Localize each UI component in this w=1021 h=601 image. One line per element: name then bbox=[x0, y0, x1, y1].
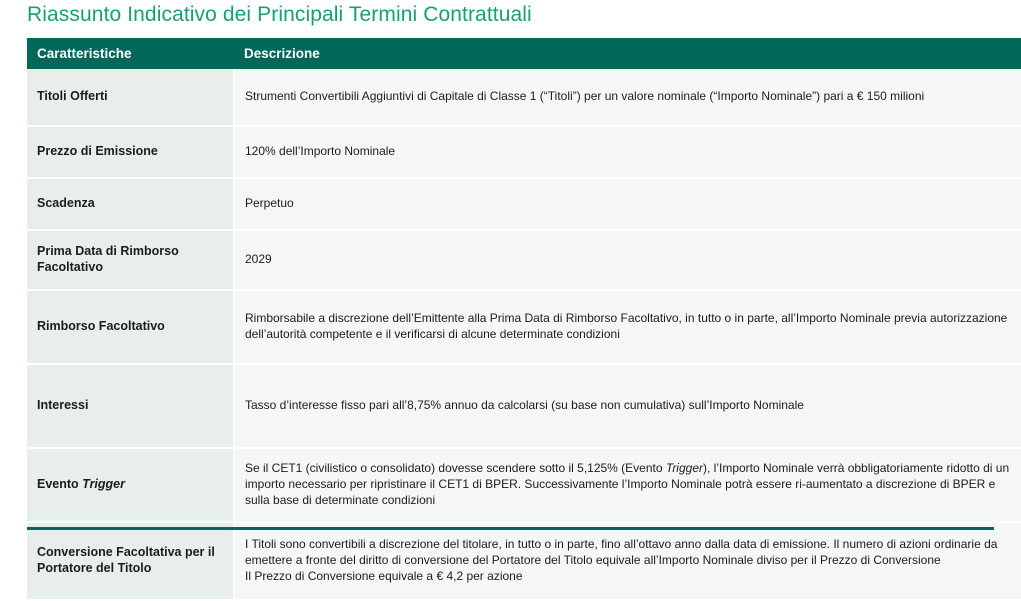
row-feature-evento-trigger-prefix: Evento bbox=[37, 477, 83, 492]
row-feature-titoli-offerti: Titoli Offerti bbox=[27, 69, 234, 126]
table-header-row bbox=[27, 38, 1021, 69]
table-row bbox=[27, 230, 1021, 290]
table-row bbox=[27, 448, 1021, 522]
table-header bbox=[27, 38, 1021, 69]
row-description-titoli-offerti: Strumenti Convertibili Aggiuntivi di Capitale di Classe 1 (“Titoli”) per un valore nominale (“Importo Nominale”) pari a € 150 milioni bbox=[234, 69, 1021, 126]
table-row bbox=[27, 69, 1021, 126]
row-description-evento-trigger-part2: ), l’Importo Nominale verrà obbligatoriamente ridotto di un importo necessario per ripristinare il CET1 di BPER. Successivamente l’Importo Nominale potrà essere ri-aumentato a discrezione di BPER e sulla base di determinate condizioni bbox=[245, 461, 1010, 507]
row-feature-evento-trigger bbox=[27, 448, 234, 522]
row-description-conversione-line-1: I Titoli sono convertibili a discrezione del titolare, in tutto o in parte, fino all’ottavo anno dalla data di emissione. Il numero di azioni ordinarie da emettere a fronte del diritto di conversione del Portatore del Titolo equivale all’Importo Nominale diviso per il Prezzo di Conversione bbox=[245, 537, 998, 568]
page-title: Riassunto Indicativo dei Principali Termini Contrattuali bbox=[27, 3, 532, 26]
row-description-interessi: Tasso d’interesse fisso pari all’8,75% annuo da calcolarsi (su base non cumulativa) sull’Importo Nominale bbox=[234, 364, 1021, 448]
row-description-evento-trigger-italic: Trigger bbox=[665, 461, 703, 476]
row-description-rimborso-facoltativo: Rimborsabile a discrezione dell’Emittente alla Prima Data di Rimborso Facoltativo, in tutto o in parte, all’Importo Nominale previa autorizzazione dell’autorità competente e il verificarsi di alcune determinate condizioni bbox=[234, 290, 1021, 364]
row-description-prezzo-di-emissione: 120% dell’Importo Nominale bbox=[234, 126, 1021, 178]
row-feature-prezzo-di-emissione: Prezzo di Emissione bbox=[27, 126, 234, 178]
row-description-evento-trigger-part1: Se il CET1 (civilistico o consolidato) dovesse scendere sotto il 5,125% (Evento bbox=[245, 461, 666, 476]
row-description-prima-data-rimborso: 2029 bbox=[234, 230, 1021, 290]
row-feature-rimborso-facoltativo: Rimborso Facoltativo bbox=[27, 290, 234, 364]
row-description-conversione-line-2: Il Prezzo di Conversione equivale a € 4,2 per azione bbox=[245, 568, 523, 583]
table-row bbox=[27, 178, 1021, 230]
table-body bbox=[27, 69, 1021, 600]
row-feature-conversione-facoltativa: Conversione Facoltativa per il Portatore del Titolo bbox=[27, 522, 234, 600]
column-header-features: Caratteristiche bbox=[27, 38, 234, 69]
terms-table-container bbox=[27, 38, 1010, 601]
row-feature-evento-trigger-italic: Trigger bbox=[82, 477, 125, 492]
row-description-evento-trigger bbox=[234, 448, 1021, 522]
table-row bbox=[27, 364, 1021, 448]
row-description-scadenza: Perpetuo bbox=[234, 178, 1021, 230]
column-header-description: Descrizione bbox=[234, 38, 1021, 69]
terms-table bbox=[27, 38, 1021, 601]
row-feature-scadenza: Scadenza bbox=[27, 178, 234, 230]
table-row bbox=[27, 126, 1021, 178]
table-row bbox=[27, 290, 1021, 364]
bottom-divider bbox=[27, 527, 994, 530]
row-feature-interessi: Interessi bbox=[27, 364, 234, 448]
table-row bbox=[27, 522, 1021, 600]
row-description-conversione-facoltativa bbox=[234, 522, 1021, 600]
row-feature-prima-data-rimborso: Prima Data di Rimborso Facoltativo bbox=[27, 230, 234, 290]
